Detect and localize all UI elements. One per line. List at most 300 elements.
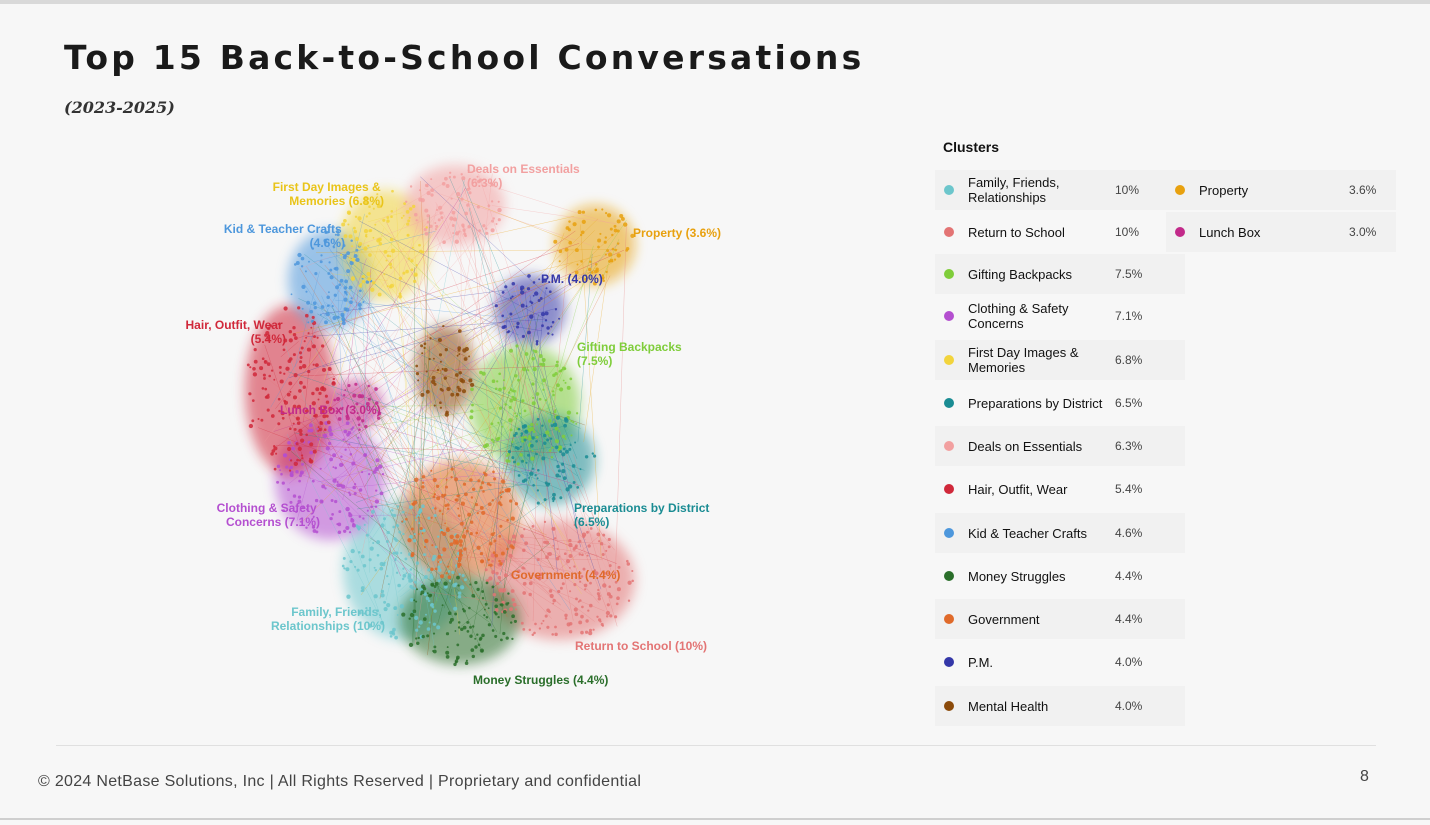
network-node [389,285,392,288]
network-node [437,561,439,563]
network-node [597,239,601,243]
network-node [321,344,324,347]
net-label-prep: Preparations by District (6.5%) [574,501,710,529]
network-node [466,660,468,662]
network-node [307,321,309,323]
network-node [560,369,562,371]
network-node [505,459,508,462]
network-node [389,263,393,267]
network-node [592,629,594,631]
network-node [271,369,273,371]
network-node [383,517,386,520]
network-node [521,399,524,402]
network-node [539,363,542,366]
network-node [497,208,501,212]
network-node [323,434,327,438]
network-node [504,285,507,288]
network-node [623,222,627,226]
network-node [267,394,269,396]
network-node [488,502,492,506]
network-node [349,560,352,563]
network-node [481,634,485,638]
network-node [452,211,456,215]
network-node [569,630,572,633]
network-node [482,372,486,376]
network-node [469,626,472,629]
legend-item-name: Deals on Essentials [968,438,1083,454]
network-node [320,468,322,470]
legend-item-name: Family, Friends, Relationships [968,175,1060,205]
network-node [455,498,458,501]
network-node [584,588,586,590]
network-node [465,347,469,351]
network-node [610,228,613,231]
network-node [547,553,549,555]
legend-item-pct: 4.0% [1115,655,1143,669]
bottom-border [0,818,1430,820]
network-node [342,321,346,325]
network-node [563,380,565,382]
network-node [579,553,581,555]
network-node [375,569,377,571]
network-node [359,289,362,292]
network-node [352,524,356,528]
network-node [482,490,485,493]
network-node [430,188,434,192]
network-node [430,193,433,196]
network-node [301,463,304,466]
network-node [501,314,504,317]
network-node [609,614,612,617]
network-node [582,535,585,538]
network-node [520,435,522,437]
network-node [530,423,534,427]
network-node [440,361,442,363]
network-node [354,230,358,234]
network-node [309,423,313,427]
network-node [279,371,282,374]
network-node [345,567,349,571]
network-node [529,301,531,303]
network-node [474,638,476,640]
network-node [601,208,603,210]
network-node [567,386,571,390]
network-node [437,555,441,559]
network-node [447,565,449,567]
network-node [515,502,518,505]
network-node [414,533,416,535]
network-node [283,348,286,351]
network-node [597,246,600,249]
network-node [253,372,257,376]
network-node [556,361,559,364]
network-node [511,456,514,459]
network-node [564,417,568,421]
network-node [545,615,548,618]
network-node [451,198,453,200]
network-node [468,607,471,610]
network-node [602,553,605,556]
network-node [546,326,550,330]
network-node [611,234,613,236]
network-node [398,531,401,534]
network-node [403,574,407,578]
network-node [458,621,461,624]
network-node [470,532,473,535]
network-node [419,620,423,624]
network-node [415,637,417,639]
network-node [359,515,361,517]
network-node [525,352,529,356]
network-node [432,555,436,559]
network-node [418,198,422,202]
network-node [446,387,450,391]
network-node [455,582,458,585]
network-node [331,305,333,307]
network-node [449,176,451,178]
network-node [356,249,359,252]
network-node [357,437,359,439]
network-node [376,540,380,544]
network-node [516,322,519,325]
network-node [485,568,488,571]
network-node [405,270,409,274]
network-node [461,586,464,589]
network-node [326,296,330,300]
network-node [502,291,505,294]
network-node [464,492,468,496]
network-node [302,308,304,310]
network-node [329,458,333,462]
network-node [349,531,351,533]
network-node [262,387,265,390]
network-node [474,645,477,648]
network-node [351,549,355,553]
legend-item-name: Kid & Teacher Crafts [968,525,1087,541]
network-node [608,585,611,588]
network-node [293,395,297,399]
network-node [503,379,505,381]
network-node [546,626,549,629]
network-node [589,260,592,263]
network-node [450,535,454,539]
legend-item-pct: 10% [1115,225,1140,239]
network-node [300,356,303,359]
network-node [431,517,433,519]
network-node [499,407,502,410]
network-node [442,182,446,186]
network-node [549,589,553,593]
network-node [458,349,461,352]
network-node [287,447,291,451]
network-node [491,439,494,442]
network-node [577,264,579,266]
network-node [434,493,436,495]
network-node [555,439,559,443]
network-node [427,517,430,520]
network-node [614,258,616,260]
network-node [600,542,603,545]
network-node [433,495,436,498]
network-node [372,542,374,544]
network-node [409,585,412,588]
network-node [598,540,600,542]
network-node [537,477,539,479]
network-node [595,263,598,266]
network-node [614,225,617,228]
network-node [440,216,443,219]
network-node [554,372,557,375]
network-node [315,387,319,391]
network-node [508,450,511,453]
network-node [409,505,413,509]
network-node [435,225,438,228]
network-node [277,422,280,425]
network-node [310,327,312,329]
network-node [533,367,537,371]
network-node [354,566,356,568]
network-node [575,248,579,252]
network-node [370,288,374,292]
network-node [365,236,367,238]
network-node [458,230,460,232]
network-node [472,625,474,627]
network-node [406,222,409,225]
network-node [407,219,410,222]
network-node [627,562,631,566]
network-node [545,319,547,321]
network-node [456,495,459,498]
network-node [419,189,421,191]
network-node [551,527,555,531]
network-node [498,588,502,592]
network-node [509,554,513,558]
network-node [306,301,310,305]
network-node [434,222,436,224]
network-node [433,358,435,360]
network-node [541,549,543,551]
legend-item-name: Money Struggles [968,568,1066,584]
network-node [362,517,364,519]
network-node [480,486,483,489]
network-node [426,634,429,637]
network-node [372,281,376,285]
network-node [500,639,503,642]
network-node [402,272,405,275]
network-node [551,424,554,427]
network-node [433,478,437,482]
network-node [301,454,303,456]
network-node [264,360,266,362]
network-node [457,584,459,586]
network-node [389,631,393,635]
network-node [299,474,302,477]
network-node [337,316,340,319]
network-node [492,499,494,501]
network-node [488,623,491,626]
network-node [557,548,559,550]
network-node [361,586,365,590]
network-node [351,461,355,465]
network-node [456,576,460,580]
page-number: 8 [1360,768,1369,785]
legend-item-name: First Day Images & Memories [968,345,1079,375]
network-node [537,469,540,472]
network-node [459,371,462,374]
network-node [511,441,513,443]
network-node [436,625,440,629]
network-node [515,608,517,610]
network-node [294,428,297,431]
network-node [621,217,625,221]
network-node [310,310,314,314]
network-node [336,523,338,525]
network-node [448,570,451,573]
network-node [584,584,588,588]
network-node [513,434,516,437]
network-node [384,250,388,254]
network-node [470,410,473,413]
network-node [565,438,567,440]
network-node [617,253,621,257]
legend-item-name: Hair, Outfit, Wear [968,481,1068,497]
network-node [527,331,531,335]
network-node [421,485,424,488]
network-node [358,551,361,554]
network-node [397,614,399,616]
network-node [400,552,402,554]
network-node [589,629,592,632]
network-node [476,634,478,636]
network-node [303,386,306,389]
legend-item-pct: 4.4% [1115,612,1143,626]
network-node [397,584,401,588]
network-node [418,522,420,524]
network-node [559,496,562,499]
network-node [554,410,557,413]
network-node [514,620,517,623]
network-node [280,473,283,476]
network-node [338,417,342,421]
network-node [528,477,530,479]
network-node [375,489,377,491]
network-node [455,240,459,244]
legend-dot [944,657,954,667]
network-node [288,381,292,385]
network-node [336,483,340,487]
network-node [367,245,369,247]
network-node [285,367,289,371]
network-node [580,260,582,262]
network-node [491,228,495,232]
network-node [305,433,308,436]
network-node [299,351,302,354]
network-node [559,250,563,254]
network-node [423,553,426,556]
network-node [575,598,578,601]
network-node [435,546,438,549]
network-node [289,427,292,430]
network-node [363,246,367,250]
network-node [385,259,387,261]
network-node [559,475,561,477]
network-node [502,491,504,493]
network-node [362,275,365,278]
network-node [290,391,292,393]
legend-item [935,426,1185,466]
network-node [282,481,285,484]
network-node [415,274,418,277]
network-node [364,454,366,456]
network-node [561,463,564,466]
network-node [485,603,488,606]
network-node [463,609,466,612]
network-node [562,582,565,585]
network-node [545,541,549,545]
net-label-property: Property (3.6%) [633,226,722,240]
network-node [606,615,608,617]
network-node [461,501,465,505]
network-node [525,305,527,307]
network-node [387,531,390,534]
network-node [533,632,536,635]
network-node [491,220,494,223]
network-node [494,611,497,614]
network-node [349,234,353,238]
network-node [424,209,428,213]
network-node [552,545,554,547]
network-node [416,219,418,221]
network-node [360,394,364,398]
network-node [448,611,452,615]
network-node [462,574,465,577]
network-node [488,607,490,609]
network-node [458,353,460,355]
network-node [450,476,452,478]
network-node [314,272,317,275]
network-node [523,438,526,441]
network-node [378,293,382,297]
network-node [394,559,396,561]
network-node [321,305,325,309]
network-node [386,540,389,543]
network-node [449,580,451,582]
network-node [402,511,405,514]
legend-item-name: Preparations by District [968,395,1103,411]
network-node [533,295,535,297]
network-node [451,571,454,574]
network-node [317,439,319,441]
legend-dot [944,614,954,624]
network-node [377,554,380,557]
network-node [332,316,336,320]
network-node [406,210,410,214]
net-label-firstday: First Day Images & Memories (6.8%) [272,180,384,208]
network-node [264,388,267,391]
network-node [552,394,555,397]
network-node [408,257,410,259]
network-node [295,470,298,473]
network-node [383,601,386,604]
network-node [374,567,376,569]
network-node [527,287,530,290]
network-node [555,474,559,478]
network-node [297,253,301,257]
network-node [459,552,462,555]
network-node [330,275,334,279]
network-node [497,616,499,618]
network-node [371,510,375,514]
